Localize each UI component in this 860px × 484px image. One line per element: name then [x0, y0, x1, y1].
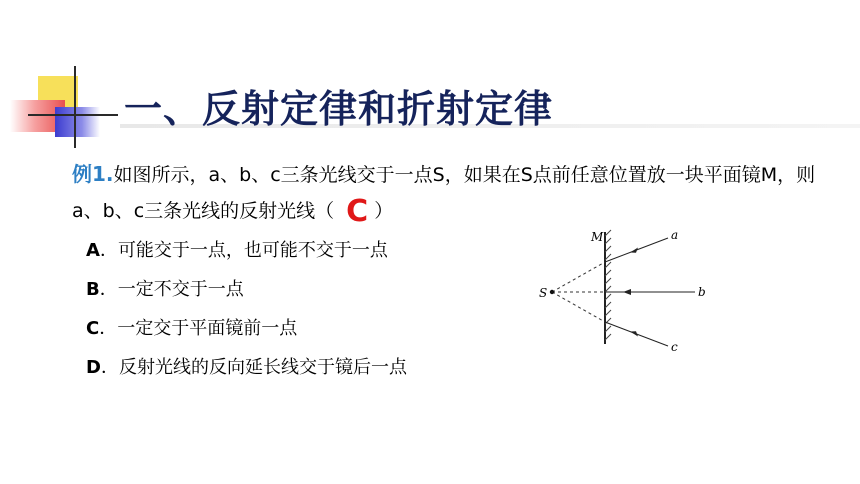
point-s [550, 290, 554, 294]
option-key: A [86, 240, 100, 261]
decor-vertical-line [74, 66, 76, 148]
ray-c-label: c [671, 340, 678, 354]
mirror-ray-diagram [530, 224, 710, 354]
option-b: B．一定不交于一点 [86, 279, 244, 300]
question-text: 如图所示，a、b、c三条光线交于一点S，如果在S点前任意位置放一块平面镜M，则a、b、c三条光线的反射光线（ [72, 164, 816, 222]
ray-b-arrow [623, 289, 631, 295]
option-text: 一定交于平面镜前一点 [117, 318, 298, 339]
answer-letter: C [346, 194, 369, 229]
option-text: 可能交于一点，也可能不交于一点 [117, 240, 388, 261]
ray-b-label: b [698, 285, 706, 299]
option-c: C．一定交于平面镜前一点 [86, 318, 298, 339]
option-key: D [86, 357, 101, 378]
option-text: 反射光线的反向延长线交于镜后一点 [118, 357, 407, 378]
option-text: 一定不交于一点 [117, 279, 244, 300]
extension-a [552, 262, 605, 292]
point-s-label: S [539, 286, 548, 300]
slide-title: 一、反射定律和折射定律 [124, 87, 554, 131]
option-d: D．反射光线的反向延长线交于镜后一点 [86, 357, 407, 378]
extension-c [552, 292, 605, 322]
ray-a-label: a [671, 228, 679, 242]
decor-horizontal-line [28, 114, 118, 116]
question-stem [72, 156, 832, 230]
option-a: A．可能交于一点，也可能不交于一点 [86, 240, 388, 261]
option-key: C [86, 318, 100, 339]
ray-a-arrow [630, 248, 638, 253]
question-label: 例1. [72, 162, 114, 186]
decor-blue-gradient-bar [55, 107, 100, 137]
option-key: B [86, 279, 100, 300]
question-closing: ） [374, 200, 394, 222]
mirror-label: M [591, 230, 604, 244]
ray-c-arrow [630, 331, 638, 336]
